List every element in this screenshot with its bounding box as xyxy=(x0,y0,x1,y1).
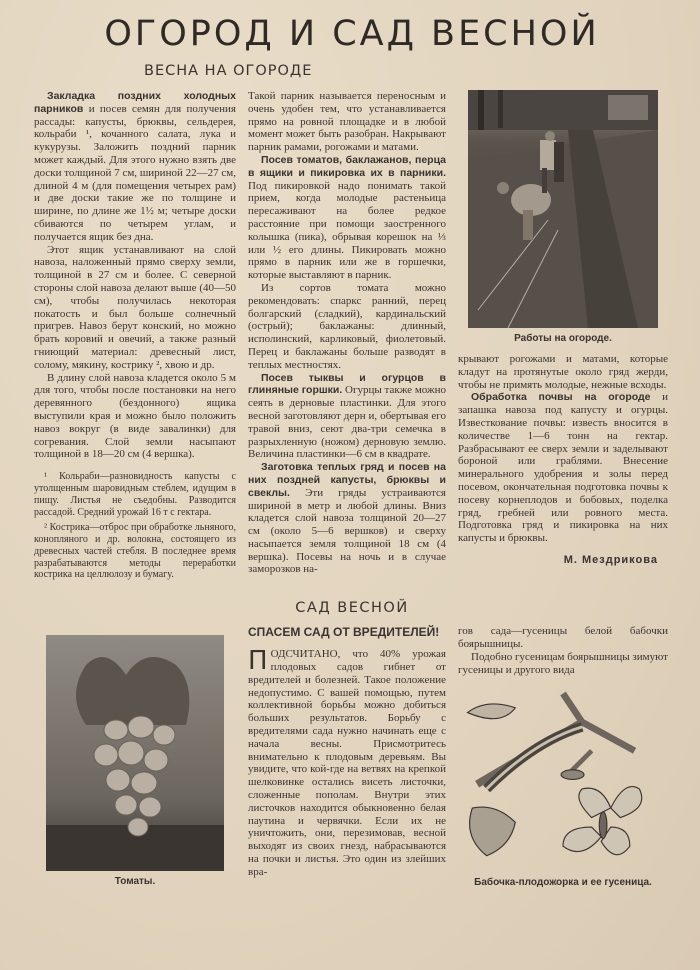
paragraph xyxy=(248,461,446,576)
garden-work-caption: Работы на огороде. xyxy=(514,333,612,344)
spring-garden-section xyxy=(34,90,670,585)
article-headline: СПАСЕМ САД ОТ ВРЕДИТЕЛЕЙ! xyxy=(248,625,440,640)
paragraph-text: Под пикировкой надо понимать такой прием, когда молодые растеньица пересаживают на более редкое расстояние при помощи заостренного колышка (пика), обрывая корешок на ⅓ или ½ его длины. Пикировать можно прямо в парник или же в горшечки, которые выставляют в парник. xyxy=(248,179,446,282)
bold-lead: Обработка почвы на огороде xyxy=(471,391,651,404)
lead-caps: ОДСЧИТАНО, xyxy=(270,648,341,661)
paragraph-text: Огурцы также можно сеять в дерновые пластинки. Для этого весной заготовляют дерн и, обертывая его травой вниз, сеют два-три семечка в разрыхленную (ножом) дерновую землю. Величина пластинки—6 см в квадрате. xyxy=(248,384,446,461)
bold-lead: Закладка поздних холодных парников xyxy=(34,90,236,115)
paragraph-text: и запашка навоза под капусту и огурцы. Известкование почвы: известь вносится в количестве 1—6 тонн на гектар. Разбрасывают ее сверх земли и заделывают бороной или граблями. Внесение минерального удобрения и золы перед посевом, окончательная подготовка почвы к посеву корнеплодов и бобовых, поделка гряд, гребней или ровного места. Подготовка гряд и пикировка на них капусты и брюквы. xyxy=(458,391,668,545)
right-column xyxy=(458,90,668,567)
article-column-4 xyxy=(248,648,446,878)
middle-column xyxy=(248,90,446,576)
paragraph xyxy=(248,154,446,282)
section-title-spring-garden: ВЕСНА НА ОГОРОДЕ xyxy=(144,63,313,79)
paragraph: Такой парник называется переносным и очень удобен тем, что устанавливается прямо на ровной площадке и в любой момент может быть разобран. Накрывают парник рамами, рогожами и матами. xyxy=(248,90,446,154)
paragraph: В длину слой навоза кладется около 5 м для того, чтобы после постановки на него деревянного (бездонного) ящика выступили края и можно было положить навоз вокруг (в виде завалинки) для согревания. Слой земли насыпают толщиной в 18—20 см (4 вершка). xyxy=(34,371,236,461)
drop-cap: П xyxy=(248,646,268,677)
bold-lead: Заготовка теплых гряд и посев на них поздней капусты, брюквы и свеклы. xyxy=(248,461,446,499)
paragraph-text: и посев семян для получения рассады: капусты, брюквы, сельдерея, кольраби ¹, кочанного салата, лука и кукурузы. Заложить поздний парник может каждый. Для этого нужно взять две доски толщиной 7 см, шириной 22—27 см, длиной 4 м (для помещения четырех рам) и две доски такие же по толщине и ширине, по длине же 1½ м; четыре доски сбиваются по четырем углам, и получается ящик без дна. xyxy=(34,102,236,243)
left-lower-column xyxy=(34,625,236,896)
spring-orchard-section xyxy=(34,625,670,897)
article-column-5 xyxy=(458,625,668,676)
paragraph xyxy=(248,372,446,462)
middle-lower-column xyxy=(248,625,446,878)
tomatoes-photo xyxy=(46,635,224,871)
article-column-2 xyxy=(248,90,446,576)
tomatoes-image xyxy=(46,635,224,871)
article-column-3 xyxy=(458,353,668,545)
moth-caption: Бабочка-плодожорка и ее гусеница. xyxy=(474,877,652,889)
article-column-1 xyxy=(34,90,236,461)
right-lower-column xyxy=(458,625,668,897)
footnote-2: ² Кострика—отброс при обработке льняного, конопляного и др. волокна, состоящего из древесных частей стебля. В последнее время разрабатываются методы переработки кострика на целлюлозу и бумагу. xyxy=(34,522,236,581)
footnote-1: ¹ Кольраби—разновидность капусты с утолщенным шаровидным стеблем, идущим в пищу. Листья не съедобны. Разводится рассадой. Средний урожай 16 т с гектара. xyxy=(34,471,236,518)
paragraph: Подобно гусеницам боярышницы зимуют гусеницы и другого вида xyxy=(458,650,668,676)
paragraph xyxy=(34,90,236,244)
footnotes xyxy=(34,471,236,581)
section-title-spring-orchard: САД ВЕСНОЙ xyxy=(295,600,409,617)
garden-work-image xyxy=(468,90,658,328)
paragraph: крывают рогожами и матами, которые кладут на протянутые около гряд жерди, чтобы не примять молодые, нежные всходы. xyxy=(458,353,668,391)
bold-lead: Посев томатов, баклажанов, перца в ящики и пикировка их в парники. xyxy=(248,153,446,179)
paragraph: гов сада—гусеницы белой бабочки боярышницы. xyxy=(458,625,668,651)
left-column xyxy=(34,90,236,585)
paragraph xyxy=(458,391,668,545)
paragraph-text: Эти гряды устраиваются шириной в метр и любой длины. Вниз кладется слой навоза толщиной 20—27 см (около 5—6 вершков) и сверху насыпается земля толщиной 18 см (4 вершка). Посевы на ночь и в случае заморозков на- xyxy=(248,486,446,576)
bold-lead: Посев тыквы и огурцов в глиняные горшки. xyxy=(248,371,446,397)
moth-caterpillar-illustration xyxy=(458,682,668,872)
tomatoes-caption: Томаты. xyxy=(114,876,156,888)
garden-work-photo xyxy=(468,90,658,328)
paragraph xyxy=(248,648,446,878)
paragraph: Из сортов томата можно рекомендовать: спаркс ранний, перец болгарский (сладкий), кардинальский (острый); баклажаны: длинный, исполинский, карликовый, фиолетовый. Перец и баклажаны больше разводят в теплых местностях. xyxy=(248,281,446,371)
author-signature: М. Мездрикова xyxy=(563,553,658,566)
paragraph: Этот ящик устанавливают на слой навоза, наложенный прямо сверху земли, толщиной в 27 см и более. С северной стороны слой навоза делают выше (40—50 см), чтобы получилась некоторая покатость и был больше солнечный пригрев. Навоз берут конский, но можно брать коровий и овечий, а также разный гниющий материал: древесный лист, солому, мякину, кострику ², хвою и др. xyxy=(34,243,236,371)
page-title: ОГОРОД И САД ВЕСНОЙ xyxy=(104,14,600,54)
paragraph-text: что 40% урожая плодовых садов гибнет от вредителей и болезней. Такое положение недопустимо. С вашей помощью, путем коллективной борьбы можно добиться больших результатов. Борьбу с вредителями сада нужно начинать еще с начала весны. Присмотритесь внимательно к плодовым деревьям. Вы увидите, что кой-где на ветвях на крепкой шелковинке остались висеть листочки, сложенные пополам. Внутри этих листочков находится обыкновенно белая паутина и червячки. Если их не уничтожить, они, перезимовав, весной выходят из своих гнезд, набрасываются на почки и листья. Это один из злейших вра- xyxy=(248,648,446,878)
